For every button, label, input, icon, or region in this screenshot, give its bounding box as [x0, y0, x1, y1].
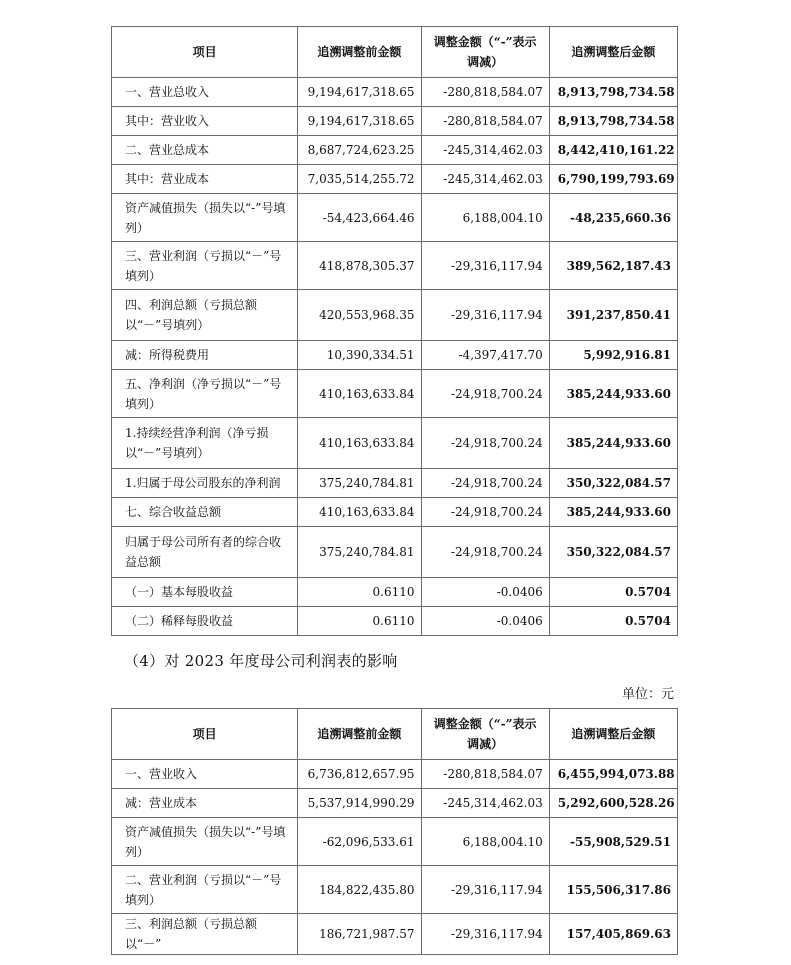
- table-row: [112, 527, 678, 578]
- row-before-value: -62,096,533.61: [298, 818, 421, 866]
- row-before-value: 410,163,633.84: [298, 498, 421, 527]
- table-row: [112, 607, 678, 636]
- table-row: [112, 760, 678, 789]
- row-after-value: -55,908,529.51: [549, 818, 677, 866]
- header-item: 项目: [112, 709, 298, 760]
- row-after-value: 385,244,933.60: [549, 370, 677, 418]
- row-item-label: 三、利润总额（亏损总额以“－”: [112, 914, 298, 955]
- header-item: 项目: [112, 27, 298, 78]
- row-item-label: （一）基本每股收益: [112, 578, 298, 607]
- row-item-label: 其中：营业收入: [112, 107, 298, 136]
- row-item-label: 减：所得税费用: [112, 341, 298, 370]
- row-before-value: 184,822,435.80: [298, 866, 421, 914]
- table-row: [112, 194, 678, 242]
- row-adjustment-value: -0.0406: [421, 578, 549, 607]
- row-after-value: 391,237,850.41: [549, 290, 677, 341]
- row-before-value: 10,390,334.51: [298, 341, 421, 370]
- header-after: 追溯调整后金额: [549, 27, 677, 78]
- row-after-value: 5,992,916.81: [549, 341, 677, 370]
- row-after-value: 385,244,933.60: [549, 498, 677, 527]
- row-item-label: 三、营业利润（亏损以“－”号填列）: [112, 242, 298, 290]
- row-before-value: 186,721,987.57: [298, 914, 421, 955]
- table-row: [112, 818, 678, 866]
- row-item-label: 一、营业收入: [112, 760, 298, 789]
- row-adjustment-value: -4,397,417.70: [421, 341, 549, 370]
- table-header-row: [112, 27, 678, 78]
- row-before-value: 420,553,968.35: [298, 290, 421, 341]
- row-before-value: 375,240,784.81: [298, 469, 421, 498]
- row-adjustment-value: -280,818,584.07: [421, 107, 549, 136]
- row-before-value: 418,878,305.37: [298, 242, 421, 290]
- row-after-value: 8,913,798,734.58: [549, 107, 677, 136]
- row-adjustment-value: -245,314,462.03: [421, 136, 549, 165]
- row-adjustment-value: -24,918,700.24: [421, 498, 549, 527]
- row-after-value: 350,322,084.57: [549, 527, 677, 578]
- table-row: [112, 914, 678, 955]
- row-adjustment-value: -245,314,462.03: [421, 789, 549, 818]
- row-adjustment-value: 6,188,004.10: [421, 818, 549, 866]
- row-item-label: 一、营业总收入: [112, 78, 298, 107]
- table-row: [112, 165, 678, 194]
- row-adjustment-value: -280,818,584.07: [421, 760, 549, 789]
- row-after-value: 6,790,199,793.69: [549, 165, 677, 194]
- row-adjustment-value: -0.0406: [421, 607, 549, 636]
- row-after-value: -48,235,660.36: [549, 194, 677, 242]
- table-row: [112, 789, 678, 818]
- row-after-value: 8,442,410,161.22: [549, 136, 677, 165]
- row-after-value: 0.5704: [549, 607, 677, 636]
- header-after: 追溯调整后金额: [549, 709, 677, 760]
- header-before: 追溯调整前金额: [298, 709, 421, 760]
- restatement-table-parent: [111, 708, 678, 955]
- row-before-value: -54,423,664.46: [298, 194, 421, 242]
- table-row: [112, 107, 678, 136]
- restatement-table-consolidated: [111, 26, 678, 636]
- row-item-label: 七、综合收益总额: [112, 498, 298, 527]
- table-row: [112, 136, 678, 165]
- row-before-value: 6,736,812,657.95: [298, 760, 421, 789]
- row-before-value: 8,687,724,623.25: [298, 136, 421, 165]
- row-item-label: 二、营业利润（亏损以“－”号填列）: [112, 866, 298, 914]
- table-row: [112, 78, 678, 107]
- row-after-value: 0.5704: [549, 578, 677, 607]
- row-before-value: 9,194,617,318.65: [298, 107, 421, 136]
- header-adjustment: 调整金额（“-”表示调减）: [421, 709, 549, 760]
- row-adjustment-value: -24,918,700.24: [421, 418, 549, 469]
- row-item-label: 减：营业成本: [112, 789, 298, 818]
- row-item-label: 二、营业总成本: [112, 136, 298, 165]
- table-row: [112, 578, 678, 607]
- table-row: [112, 290, 678, 341]
- row-adjustment-value: -280,818,584.07: [421, 78, 549, 107]
- row-adjustment-value: -29,316,117.94: [421, 242, 549, 290]
- row-adjustment-value: -245,314,462.03: [421, 165, 549, 194]
- row-after-value: 157,405,869.63: [549, 914, 677, 955]
- row-item-label: 归属于母公司所有者的综合收益总额: [112, 527, 298, 578]
- header-before: 追溯调整前金额: [298, 27, 421, 78]
- row-item-label: 五、净利润（净亏损以“－”号填列）: [112, 370, 298, 418]
- row-adjustment-value: 6,188,004.10: [421, 194, 549, 242]
- table-row: [112, 498, 678, 527]
- row-before-value: 410,163,633.84: [298, 418, 421, 469]
- row-item-label: 1.归属于母公司股东的净利润: [112, 469, 298, 498]
- row-item-label: 其中：营业成本: [112, 165, 298, 194]
- row-after-value: 6,455,994,073.88: [549, 760, 677, 789]
- table-row: [112, 242, 678, 290]
- row-before-value: 0.6110: [298, 607, 421, 636]
- row-after-value: 155,506,317.86: [549, 866, 677, 914]
- row-item-label: 资产减值损失（损失以“-”号填列）: [112, 194, 298, 242]
- row-item-label: 1.持续经营净利润（净亏损以“－”号填列）: [112, 418, 298, 469]
- row-before-value: 375,240,784.81: [298, 527, 421, 578]
- row-after-value: 350,322,084.57: [549, 469, 677, 498]
- row-adjustment-value: -29,316,117.94: [421, 290, 549, 341]
- row-adjustment-value: -29,316,117.94: [421, 914, 549, 955]
- row-after-value: 389,562,187.43: [549, 242, 677, 290]
- row-adjustment-value: -24,918,700.24: [421, 469, 549, 498]
- table-row: [112, 418, 678, 469]
- row-item-label: （二）稀释每股收益: [112, 607, 298, 636]
- row-before-value: 7,035,514,255.72: [298, 165, 421, 194]
- row-item-label: 四、利润总额（亏损总额以“－”号填列）: [112, 290, 298, 341]
- row-before-value: 410,163,633.84: [298, 370, 421, 418]
- row-before-value: 5,537,914,990.29: [298, 789, 421, 818]
- section-caption: （4）对 2023 年度母公司利润表的影响: [124, 652, 398, 670]
- row-item-label: 资产减值损失（损失以“-”号填列）: [112, 818, 298, 866]
- row-before-value: 9,194,617,318.65: [298, 78, 421, 107]
- unit-label: 单位：元: [621, 687, 674, 702]
- row-before-value: 0.6110: [298, 578, 421, 607]
- row-after-value: 8,913,798,734.58: [549, 78, 677, 107]
- table-row: [112, 866, 678, 914]
- row-after-value: 385,244,933.60: [549, 418, 677, 469]
- table-row: [112, 370, 678, 418]
- table-row: [112, 469, 678, 498]
- table-header-row: [112, 709, 678, 760]
- row-after-value: 5,292,600,528.26: [549, 789, 677, 818]
- header-adjustment: 调整金额（“-”表示调减）: [421, 27, 549, 78]
- table-row: [112, 341, 678, 370]
- row-adjustment-value: -24,918,700.24: [421, 527, 549, 578]
- row-adjustment-value: -24,918,700.24: [421, 370, 549, 418]
- row-adjustment-value: -29,316,117.94: [421, 866, 549, 914]
